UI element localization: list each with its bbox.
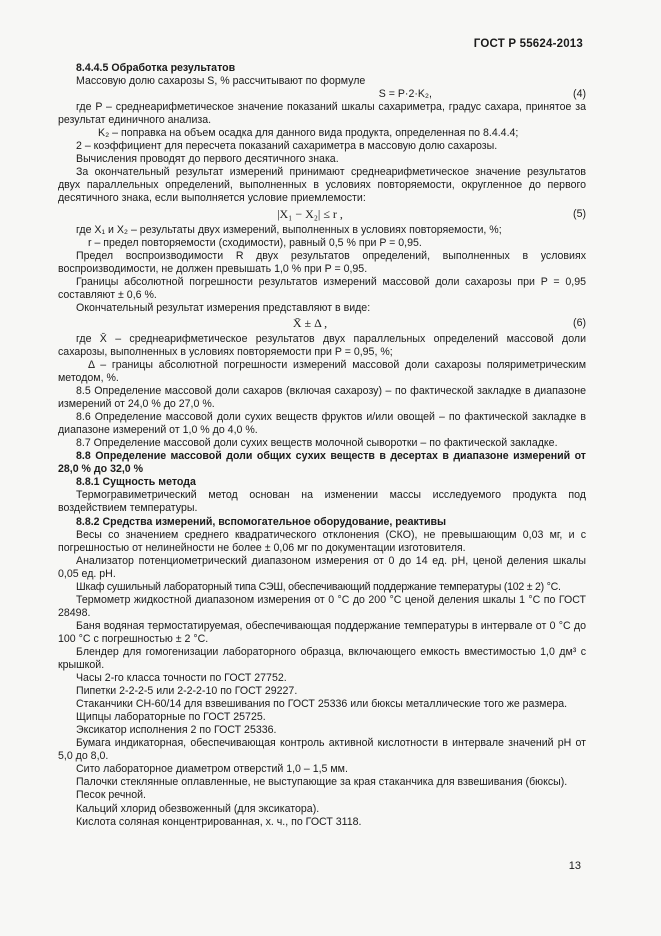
paragraph: Δ – границы абсолютной погрешности измерений массовой доли сахарозы поляриметрическим методом, %. xyxy=(58,358,586,384)
paragraph: Кислота соляная концентрированная, х. ч., по ГОСТ 3118. xyxy=(76,815,362,828)
formula-6 xyxy=(58,315,586,333)
paragraph: 2 – коэффициент для пересчета показаний сахариметра в массовую долю сахарозы. xyxy=(76,140,498,153)
paragraph: Баня водяная термостатируемая, обеспечивающая поддержание температуры в интервале от 0 °С до 100 °С с погрешностью ± 2 °С. xyxy=(58,619,586,645)
paragraph: 8.7 Определение массовой доли сухих веществ молочной сыворотки – по фактической закладке. xyxy=(76,437,558,450)
formula-expression: |X₁ − X₂| ≤ r , xyxy=(277,206,343,221)
subsection-heading: 8.8.1 Сущность метода xyxy=(76,476,196,489)
paragraph: Сито лабораторное диаметром отверстий 1,0 – 1,5 мм. xyxy=(76,763,348,776)
paragraph: Эксикатор исполнения 2 по ГОСТ 25336. xyxy=(76,724,277,737)
paragraph: Бумага индикаторная, обеспечивающая контроль активной кислотности в интервале значений pH от 5,0 до 8,0. xyxy=(58,737,586,763)
formula-number: (6) xyxy=(573,317,586,330)
formula-4 xyxy=(58,88,586,101)
paragraph: где P – среднеарифметическое значение показаний шкалы сахариметра, градус сахара, принятое за результат единичного анализа. xyxy=(58,101,586,127)
paragraph: K₂ – поправка на объем осадка для данного вида продукта, определенная по 8.4.4.4; xyxy=(98,127,519,140)
paragraph: 8.5 Определение массовой доли сахаров (включая сахарозу) – по фактической закладке в диапазоне измерений от 24,0 % до 27,0 %. xyxy=(58,385,586,411)
paragraph: Кальций хлорид обезвоженный (для эксикатора). xyxy=(76,802,320,815)
paragraph: Часы 2-го класса точности по ГОСТ 27752. xyxy=(76,672,287,685)
paragraph: Весы со значением среднего квадратического отклонения (СКО), не превышающим 0,03 мг, и с погрешностью от нелинейности не более ± 0,06 мг по документации изготовителя. xyxy=(58,528,586,554)
section-heading: 8.4.4.5 Обработка результатов xyxy=(76,62,236,74)
formula-expression: X̄ ± Δ , xyxy=(292,316,328,331)
paragraph: Блендер для гомогенизации лабораторного образца, включающего емкость вместимостью 1,0 дм³ с крышкой. xyxy=(58,645,586,672)
paragraph: Термометр жидкостной диапазоном измерения от 0 °С до 200 °С ценой деления шкалы 1 °С по ГОСТ 28498. xyxy=(58,593,586,619)
paragraph: где X₁ и X₂ – результаты двух измерений, выполненных в условиях повторяемости, %; xyxy=(76,223,502,236)
paragraph: Стаканчики СН-60/14 для взвешивания по ГОСТ 25336 или бюксы металлические того же размера. xyxy=(76,698,568,711)
document-body xyxy=(58,62,586,829)
paragraph: Песок речной. xyxy=(76,789,146,802)
paragraph: 8.6 Определение массовой доли сухих веществ фруктов и/или овощей – по фактической закладке в диапазоне измерений от 1,0 % до 4,0 %. xyxy=(58,411,586,437)
formula-number: (5) xyxy=(573,207,586,220)
paragraph: Шкаф сушильный лабораторный типа СЭШ, обеспечивающий поддержание температуры (102 ± 2) °С. xyxy=(76,580,561,593)
paragraph: Щипцы лабораторные по ГОСТ 25725. xyxy=(76,711,266,724)
paragraph: r – предел повторяемости (сходимости), равный 0,5 % при P = 0,95. xyxy=(88,236,422,249)
paragraph: Анализатор потенциометрический диапазоном измерения от 0 до 14 ед. pH, ценой деления шкалы 0,05 ед. pH. xyxy=(58,554,586,580)
paragraph: Пипетки 2-2-2-5 или 2-2-2-10 по ГОСТ 29227. xyxy=(76,685,298,698)
formula-5 xyxy=(58,206,586,224)
formula-expression: S = P·2·K₂, xyxy=(378,88,432,101)
paragraph: где X̄ – среднеарифметическое результатов двух параллельных определений массовой доли сахарозы, выполненных в условиях повторяемости при P = 0,95, %; xyxy=(58,332,586,358)
paragraph: За окончательный результат измерений принимают среднеарифметическое значение результатов двух параллельных определений, выполненных в условиях повторяемости, округленное до первого десятичного знака, если выполняется условие приемлемости: xyxy=(58,166,586,205)
paragraph: Вычисления проводят до первого десятичного знака. xyxy=(76,153,339,166)
standard-header: ГОСТ Р 55624-2013 xyxy=(473,38,583,50)
formula-number: (4) xyxy=(573,88,586,101)
subsection-heading: 8.8.2 Средства измерений, вспомогательное оборудование, реактивы xyxy=(76,515,447,528)
paragraph: Массовую долю сахарозы S, % рассчитывают по формуле xyxy=(76,75,366,88)
paragraph: Окончательный результат измерения представляют в виде: xyxy=(76,301,371,314)
page-number: 13 xyxy=(568,860,581,872)
paragraph: Термогравиметрический метод основан на изменении массы исследуемого продукта под воздействием температуры. xyxy=(58,489,586,515)
paragraph: Палочки стеклянные оплавленные, не выступающие за края стаканчика для взвешивания (бюксы). xyxy=(76,776,568,789)
paragraph: Предел воспроизводимости R двух результатов определений, выполненных в условиях воспроизводимости, не должен превышать 1,0 % при P = 0,95. xyxy=(58,249,586,275)
paragraph: Границы абсолютной погрешности результатов измерений массовой доли сахарозы при P = 0,95 составляют ± 0,6 %. xyxy=(58,275,586,301)
section-heading: 8.8 Определение массовой доли общих сухих веществ в десертах в диапазоне измерений от 28,0 % до 32,0 % xyxy=(58,450,586,476)
